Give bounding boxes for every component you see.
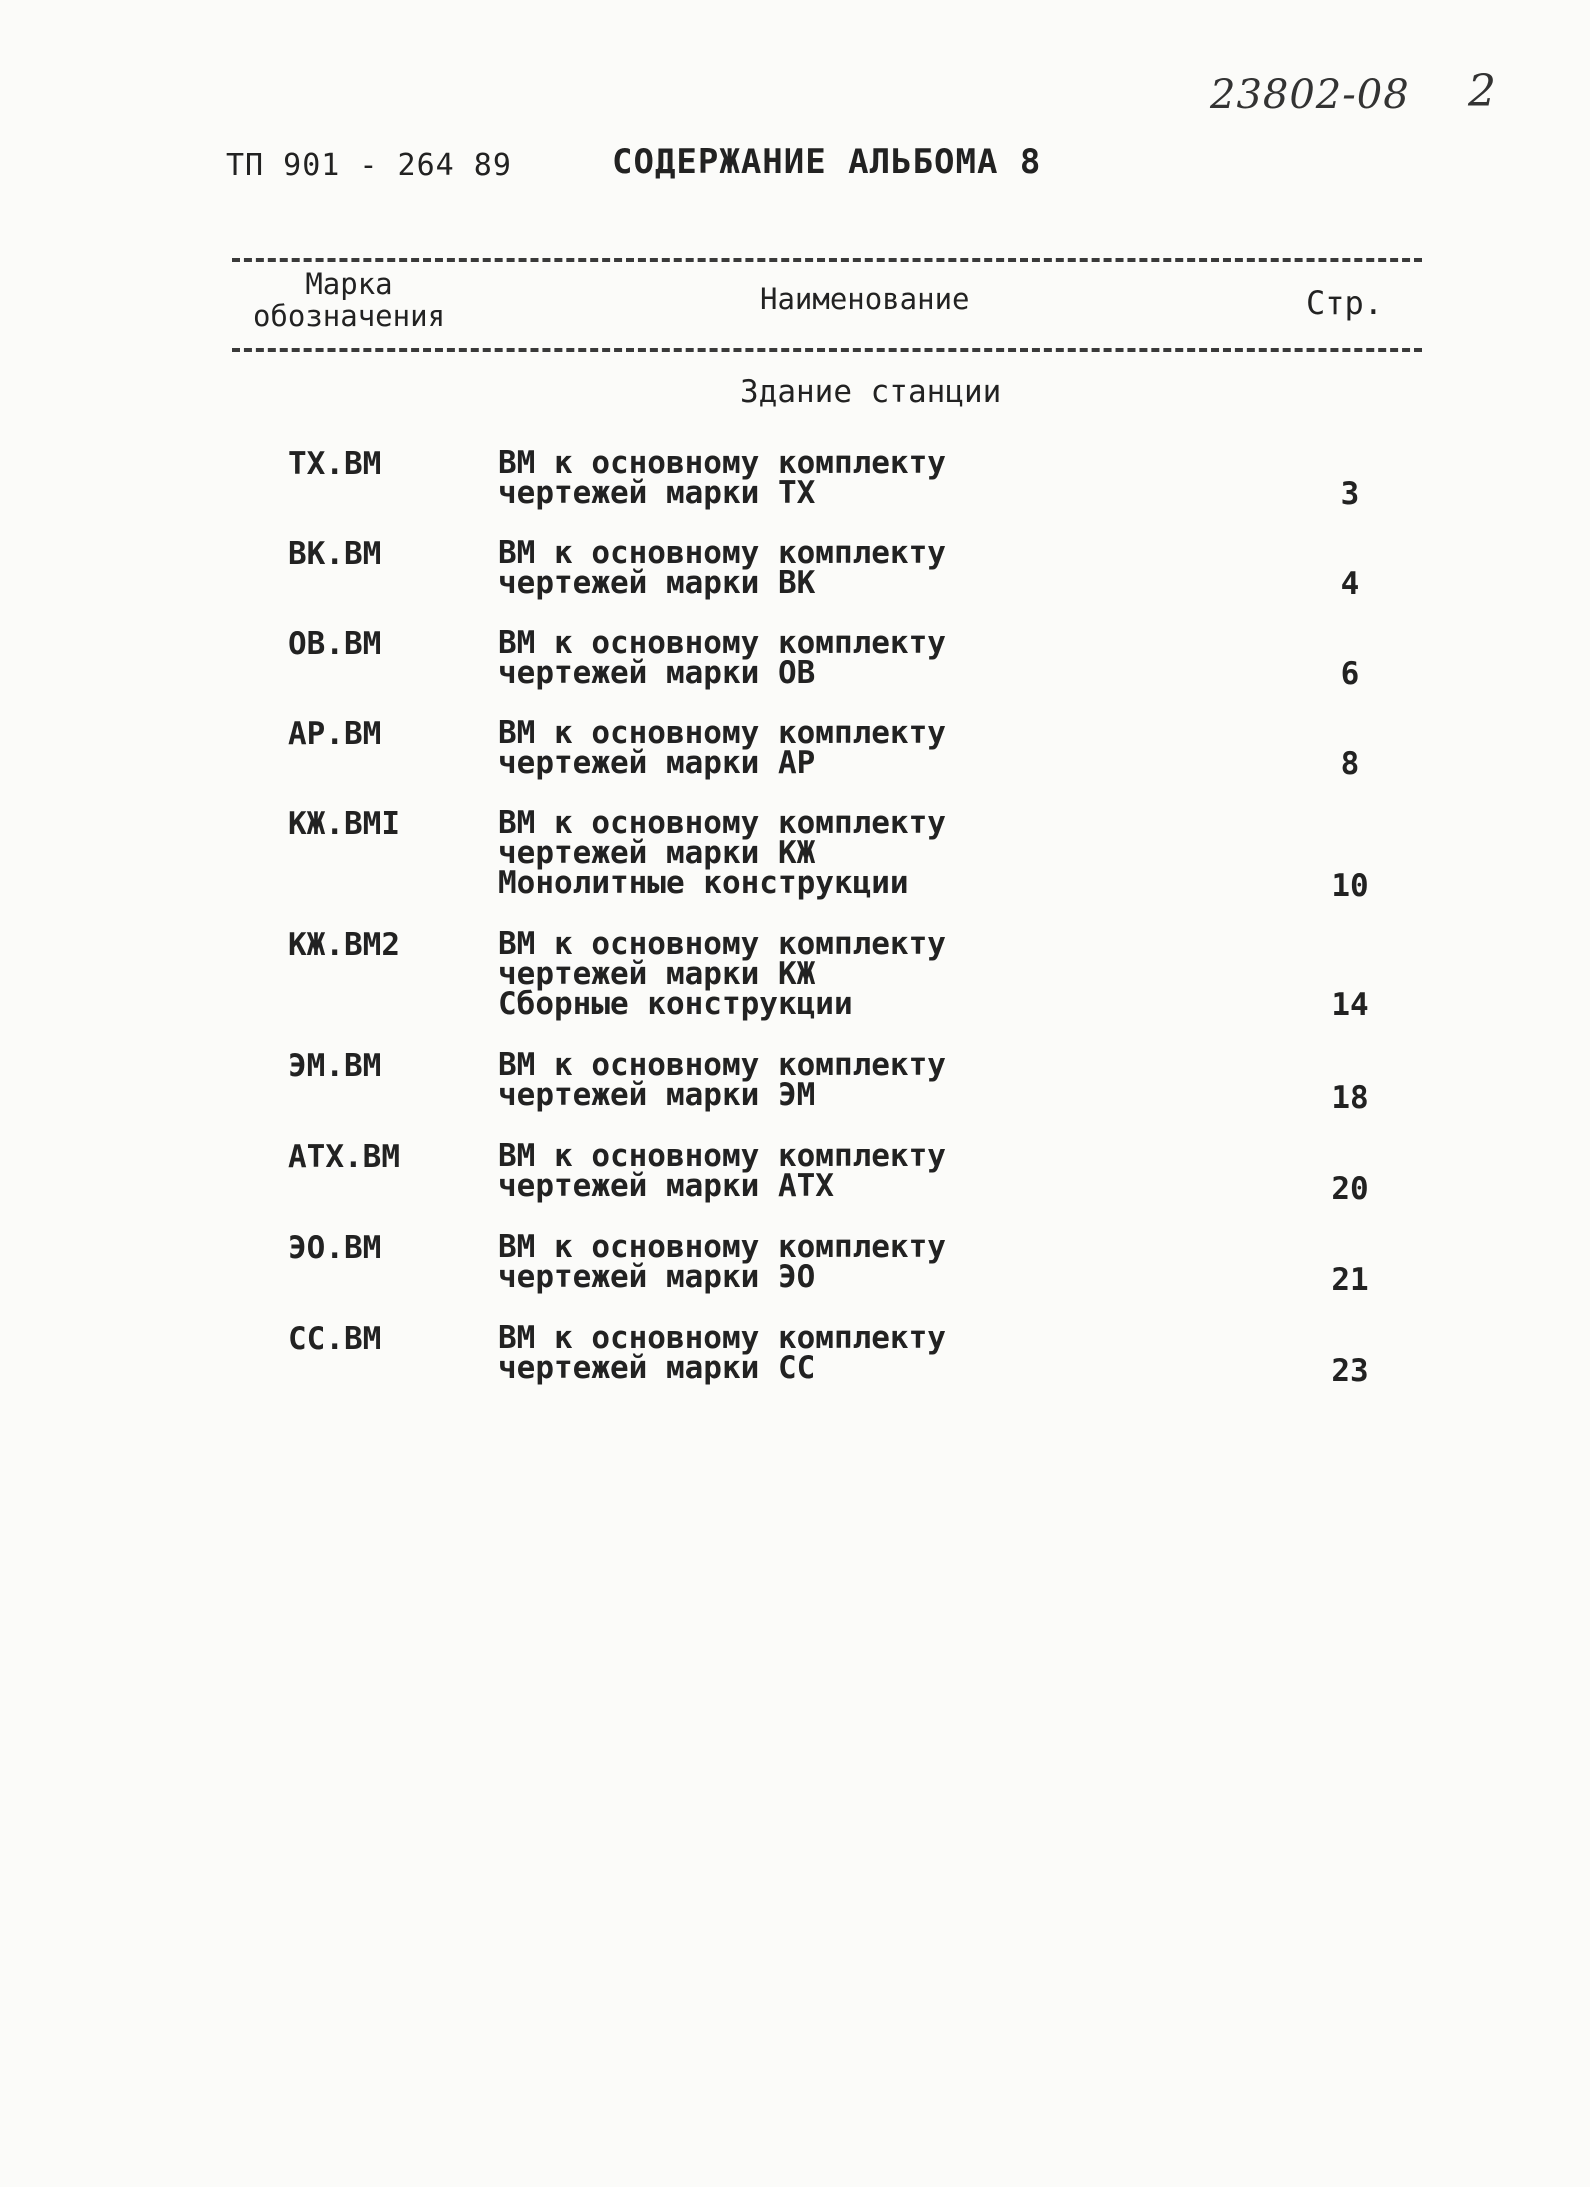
row-name-line: ВМ к основному комплекту bbox=[498, 1229, 946, 1265]
row-name-line: Сборные конструкции bbox=[498, 986, 853, 1022]
row-name bbox=[498, 1320, 1058, 1386]
column-header-mark-line1: Марка bbox=[305, 267, 393, 301]
row-page: 3 bbox=[1340, 476, 1360, 512]
row-page: 21 bbox=[1331, 1262, 1369, 1298]
table-row bbox=[0, 1321, 1590, 1412]
table-row bbox=[0, 716, 1590, 806]
column-header-mark bbox=[234, 268, 464, 332]
column-header-page: Стр. bbox=[1306, 284, 1384, 322]
row-code: СС.ВМ bbox=[288, 1321, 382, 1357]
row-name bbox=[498, 445, 1058, 511]
page-number: 2 bbox=[1468, 66, 1497, 117]
row-name bbox=[498, 715, 1058, 781]
row-name-line: ВМ к основному комплекту bbox=[498, 1138, 946, 1174]
row-page: 14 bbox=[1331, 987, 1369, 1023]
table-row bbox=[0, 1230, 1590, 1321]
row-name bbox=[498, 1229, 1058, 1295]
row-name bbox=[498, 535, 1058, 601]
row-name-line: чертежей марки ЭО bbox=[498, 1259, 816, 1295]
project-code: ТП 901 - 264 89 bbox=[226, 148, 512, 183]
row-name bbox=[498, 926, 1058, 1022]
row-name-line: ВМ к основному комплекту bbox=[498, 805, 946, 841]
row-name-line: чертежей марки АР bbox=[498, 745, 816, 781]
row-name bbox=[498, 1138, 1058, 1204]
table-rule-bottom bbox=[232, 348, 1422, 352]
row-code: ЭО.ВМ bbox=[288, 1230, 382, 1266]
row-page: 10 bbox=[1331, 868, 1369, 904]
row-name-line: ВМ к основному комплекту bbox=[498, 1320, 946, 1356]
row-code: АТХ.ВМ bbox=[288, 1139, 400, 1175]
row-name-line: чертежей марки СС bbox=[498, 1350, 816, 1386]
table-row bbox=[0, 1139, 1590, 1230]
table-row bbox=[0, 806, 1590, 927]
album-title: СОДЕРЖАНИЕ АЛЬБОМА 8 bbox=[612, 142, 1042, 182]
row-page: 8 bbox=[1340, 746, 1360, 782]
row-name-line: чертежей марки ОВ bbox=[498, 655, 816, 691]
table-row bbox=[0, 626, 1590, 716]
row-name-line: чертежей марки КЖ bbox=[498, 835, 816, 871]
column-header-mark-line2: обозначения bbox=[252, 299, 446, 333]
row-name-line: ВМ к основному комплекту bbox=[498, 535, 946, 571]
table-row bbox=[0, 1048, 1590, 1139]
row-name-line: чертежей марки АТХ bbox=[498, 1168, 834, 1204]
row-page: 23 bbox=[1331, 1353, 1369, 1389]
document-number: 23802-08 bbox=[1210, 72, 1410, 118]
row-name-line: ВМ к основному комплекту bbox=[498, 926, 946, 962]
column-header-name: Наименование bbox=[760, 282, 970, 316]
row-code: ЭМ.ВМ bbox=[288, 1048, 382, 1084]
row-name-line: ВМ к основному комплекту bbox=[498, 625, 946, 661]
row-code: КЖ.ВМ2 bbox=[288, 927, 400, 963]
row-name bbox=[498, 805, 1058, 901]
row-name-line: ВМ к основному комплекту bbox=[498, 1047, 946, 1083]
row-code: ТХ.ВМ bbox=[288, 446, 382, 482]
row-name-line: чертежей марки КЖ bbox=[498, 956, 816, 992]
row-name bbox=[498, 1047, 1058, 1113]
row-page: 20 bbox=[1331, 1171, 1369, 1207]
row-name-line: ВМ к основному комплекту bbox=[498, 445, 946, 481]
row-name-line: чертежей марки ТХ bbox=[498, 475, 816, 511]
table-rule-top bbox=[232, 258, 1422, 262]
row-name-line: ВМ к основному комплекту bbox=[498, 715, 946, 751]
row-code: АР.ВМ bbox=[288, 716, 382, 752]
row-name bbox=[498, 625, 1058, 691]
row-page: 18 bbox=[1331, 1080, 1369, 1116]
row-page: 6 bbox=[1340, 656, 1360, 692]
row-page: 4 bbox=[1340, 566, 1360, 602]
row-name-line: Монолитные конструкции bbox=[498, 865, 909, 901]
row-name-line: чертежей марки ЭМ bbox=[498, 1077, 816, 1113]
row-name-line: чертежей марки ВК bbox=[498, 565, 816, 601]
row-code: ВК.ВМ bbox=[288, 536, 382, 572]
table-row bbox=[0, 446, 1590, 536]
table-row bbox=[0, 536, 1590, 626]
row-code: КЖ.ВМI bbox=[288, 806, 400, 842]
section-title: Здание станции bbox=[740, 374, 1002, 410]
table-row bbox=[0, 927, 1590, 1048]
contents-table bbox=[0, 446, 1590, 1412]
row-code: ОВ.ВМ bbox=[288, 626, 382, 662]
